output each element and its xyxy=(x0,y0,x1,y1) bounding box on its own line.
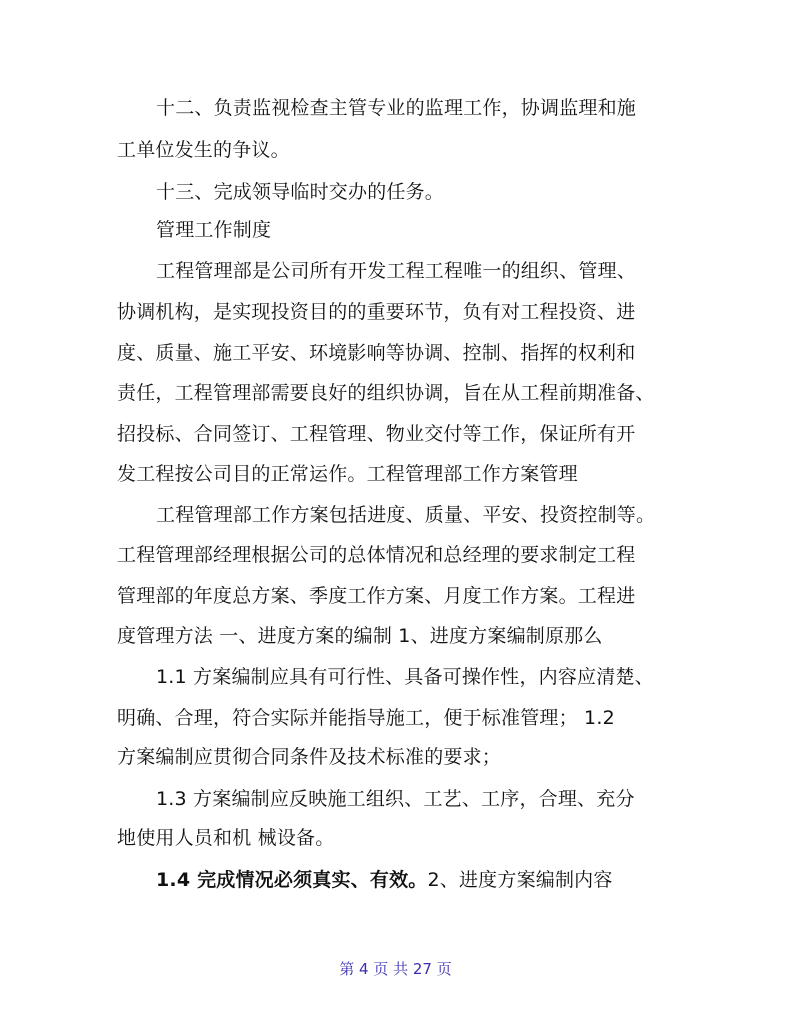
paragraph-line: 度管理方法 一、进度方案的编制 1、进度方案编制原那么 xyxy=(117,625,603,647)
bold-clause: 1.4 完成情况必须真实、有效。 xyxy=(156,869,428,891)
paragraph-line: 工程管理部是公司所有开发工程工程唯一的组织、管理、 xyxy=(156,260,637,282)
paragraph-line: 1.3 方案编制应反映施工组织、工艺、工序，合理、充分 xyxy=(156,788,635,810)
paragraph-line: 度、质量、施工平安、环境影响等协调、控制、指挥的权利和 xyxy=(117,342,636,364)
paragraph-line: 1.1 方案编制应具有可行性、具备可操作性，内容应清楚、 xyxy=(156,666,654,688)
paragraph-line: 发工程按公司目的正常运作。工程管理部工作方案管理 xyxy=(117,463,578,485)
paragraph-line-mixed xyxy=(156,868,613,892)
paragraph-line: 工程管理部工作方案包括进度、质量、平安、投资控制等。 xyxy=(156,504,656,526)
clause-text: 2、进度方案编制内容 xyxy=(427,869,613,891)
paragraph-line: 十二、负责监视检查主管专业的监理工作，协调监理和施 xyxy=(156,97,637,119)
paragraph-line: 十三、完成领导临时交办的任务。 xyxy=(156,181,445,203)
paragraph-line: 协调机构，是实现投资目的的重要环节，负有对工程投资、进 xyxy=(117,301,636,323)
section-heading: 管理工作制度 xyxy=(156,219,272,241)
paragraph-line: 招投标、合同签订、工程管理、物业交付等工作，保证所有开 xyxy=(117,423,636,445)
page-number-footer: 第 4 页 共 27 页 xyxy=(339,960,452,978)
paragraph-line: 明确、合理，符合实际并能指导施工，便于标准管理； 1.2 xyxy=(117,707,615,729)
paragraph-line: 责任，工程管理部需要良好的组织协调，旨在从工程前期准备、 xyxy=(117,382,655,404)
paragraph-line: 管理部的年度总方案、季度工作方案、月度工作方案。工程进 xyxy=(117,585,636,607)
paragraph-line: 工程管理部经理根据公司的总体情况和总经理的要求制定工程 xyxy=(117,544,636,566)
paragraph-line: 方案编制应贯彻合同条件及技术标准的要求； xyxy=(117,746,502,768)
paragraph-line: 工单位发生的争议。 xyxy=(117,139,290,161)
paragraph-line: 地使用人员和机 械设备。 xyxy=(117,827,335,849)
